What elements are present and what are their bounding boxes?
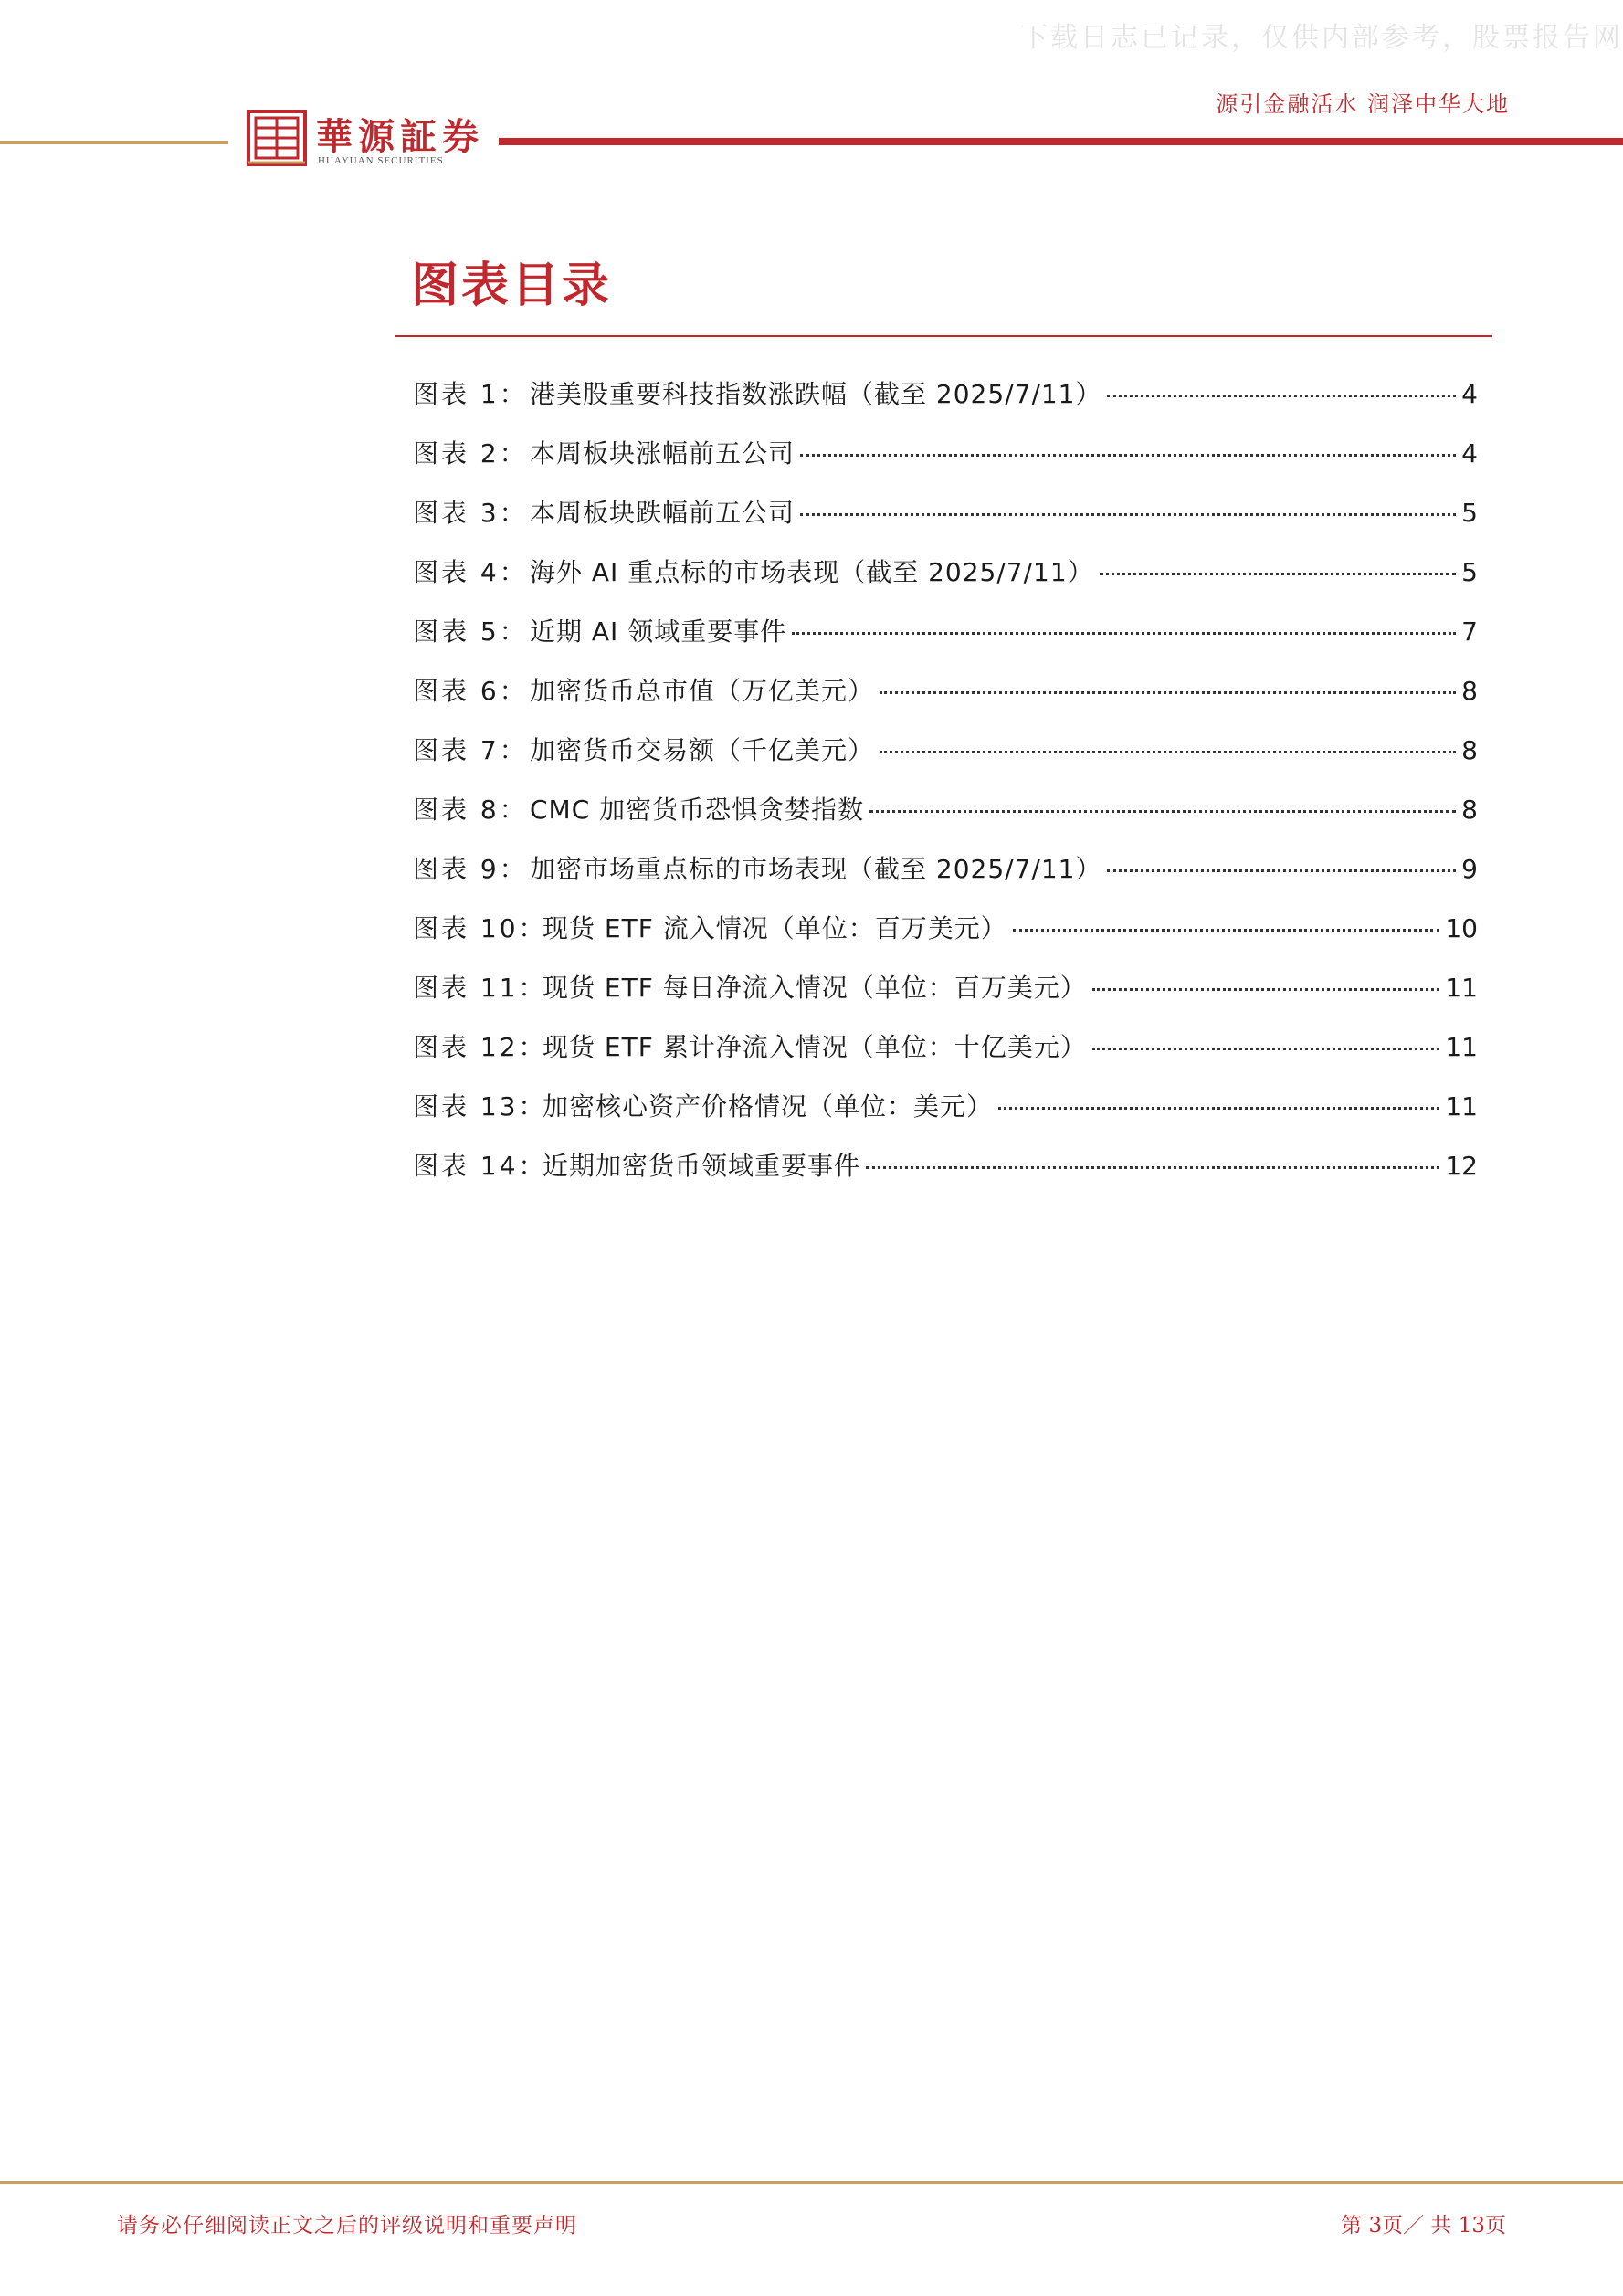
toc-item-text: 本周板块涨幅前五公司 — [530, 438, 796, 469]
toc-item[interactable] — [413, 612, 1478, 671]
toc-title: 图表目录 — [411, 258, 613, 313]
toc-item-text: 近期 AI 领域重要事件 — [530, 616, 787, 647]
toc-dot-leader — [792, 632, 1456, 635]
toc-title-rule — [395, 335, 1492, 337]
toc-item-text: 加密货币总市值（万亿美元） — [530, 676, 875, 706]
toc-item-label: 图表 11： — [413, 973, 547, 1003]
footer-rule — [0, 2181, 1623, 2184]
company-logo — [247, 108, 511, 172]
toc-item-page: 10 — [1445, 913, 1478, 943]
toc-item[interactable] — [413, 374, 1478, 434]
toc-item-page: 12 — [1445, 1151, 1478, 1181]
toc-item-page: 11 — [1445, 1032, 1478, 1062]
toc-item-page: 9 — [1461, 854, 1478, 884]
toc-item[interactable] — [413, 849, 1478, 909]
toc-dot-leader — [1013, 929, 1440, 932]
toc-item[interactable] — [413, 968, 1478, 1027]
toc-item-page: 5 — [1461, 557, 1478, 587]
toc-item[interactable] — [413, 909, 1478, 968]
toc-item-label: 图表 12： — [413, 1032, 547, 1062]
header-slogan: 源引金融活水 润泽中华大地 — [1216, 91, 1510, 117]
toc-item-text: 加密市场重点标的市场表现（截至 2025/7/11） — [530, 854, 1102, 884]
toc-item-text: CMC 加密货币恐惧贪婪指数 — [530, 795, 865, 825]
toc-dot-leader — [1100, 573, 1456, 575]
toc-item-text: 海外 AI 重点标的市场表现（截至 2025/7/11） — [530, 557, 1094, 587]
toc-item-label: 图表 10： — [413, 913, 547, 943]
toc-dot-leader — [866, 1166, 1439, 1169]
footer-page-number: 第 3页／ 共 13页 — [1341, 2214, 1506, 2238]
toc-item-label: 图表 4： — [413, 557, 528, 587]
toc-item-label: 图表 8： — [413, 795, 528, 825]
toc-item-text: 港美股重要科技指数涨跌幅（截至 2025/7/11） — [530, 379, 1102, 409]
toc-dot-leader — [998, 1107, 1439, 1110]
toc-item-page: 4 — [1461, 379, 1478, 409]
toc-item[interactable] — [413, 1146, 1478, 1206]
toc-item[interactable] — [413, 434, 1478, 493]
toc-item-text: 加密核心资产价格情况（单位：美元） — [543, 1091, 994, 1122]
toc-item-text: 加密货币交易额（千亿美元） — [530, 735, 875, 765]
toc-item-label: 图表 13： — [413, 1091, 547, 1122]
logo-name-en: HUAYUAN SECURITIES — [318, 155, 444, 166]
toc-item-label: 图表 3： — [413, 498, 528, 528]
toc-item[interactable] — [413, 671, 1478, 731]
watermark: 下载日志已记录，仅供内部参考，股票报告网 — [1020, 22, 1623, 54]
toc-item-page: 4 — [1461, 438, 1478, 469]
toc-dot-leader — [1107, 395, 1456, 397]
toc-item-page: 8 — [1461, 676, 1478, 706]
toc-item[interactable] — [413, 731, 1478, 790]
toc-item-text: 现货 ETF 流入情况（单位：百万美元） — [543, 913, 1007, 943]
toc-item[interactable] — [413, 1087, 1478, 1146]
toc-dot-leader — [880, 691, 1456, 694]
toc-item-text: 近期加密货币领域重要事件 — [543, 1151, 861, 1181]
seal-logo-icon — [247, 110, 307, 166]
toc-item-label: 图表 7： — [413, 735, 528, 765]
header-rule-gold — [0, 141, 228, 144]
toc-item-page: 8 — [1461, 735, 1478, 765]
logo-name-cn: 華源証券 — [316, 115, 484, 158]
toc-list — [413, 374, 1478, 1206]
header-rule-red — [499, 138, 1623, 145]
toc-dot-leader — [1092, 1048, 1440, 1050]
toc-item-page: 5 — [1461, 498, 1478, 528]
toc-item-label: 图表 6： — [413, 676, 528, 706]
toc-dot-leader — [800, 513, 1456, 516]
toc-dot-leader — [880, 751, 1456, 753]
toc-item-label: 图表 9： — [413, 854, 528, 884]
toc-item-page: 8 — [1461, 795, 1478, 825]
toc-item-page: 7 — [1461, 616, 1478, 647]
toc-item-label: 图表 5： — [413, 616, 528, 647]
toc-item[interactable] — [413, 553, 1478, 612]
toc-dot-leader — [800, 454, 1456, 457]
toc-item-page: 11 — [1445, 1091, 1478, 1122]
toc-item-text: 现货 ETF 每日净流入情况（单位：百万美元） — [543, 973, 1087, 1003]
toc-item-page: 11 — [1445, 973, 1478, 1003]
toc-item-label: 图表 1： — [413, 379, 528, 409]
toc-item[interactable] — [413, 493, 1478, 553]
toc-item-label: 图表 2： — [413, 438, 528, 469]
toc-dot-leader — [869, 810, 1456, 813]
toc-item-label: 图表 14： — [413, 1151, 547, 1181]
toc-item[interactable] — [413, 790, 1478, 849]
toc-item-text: 本周板块跌幅前五公司 — [530, 498, 796, 528]
toc-dot-leader — [1092, 988, 1440, 991]
footer-disclaimer: 请务必仔细阅读正文之后的评级说明和重要声明 — [117, 2214, 577, 2238]
toc-dot-leader — [1107, 869, 1456, 872]
toc-item[interactable] — [413, 1027, 1478, 1087]
toc-item-text: 现货 ETF 累计净流入情况（单位：十亿美元） — [543, 1032, 1087, 1062]
